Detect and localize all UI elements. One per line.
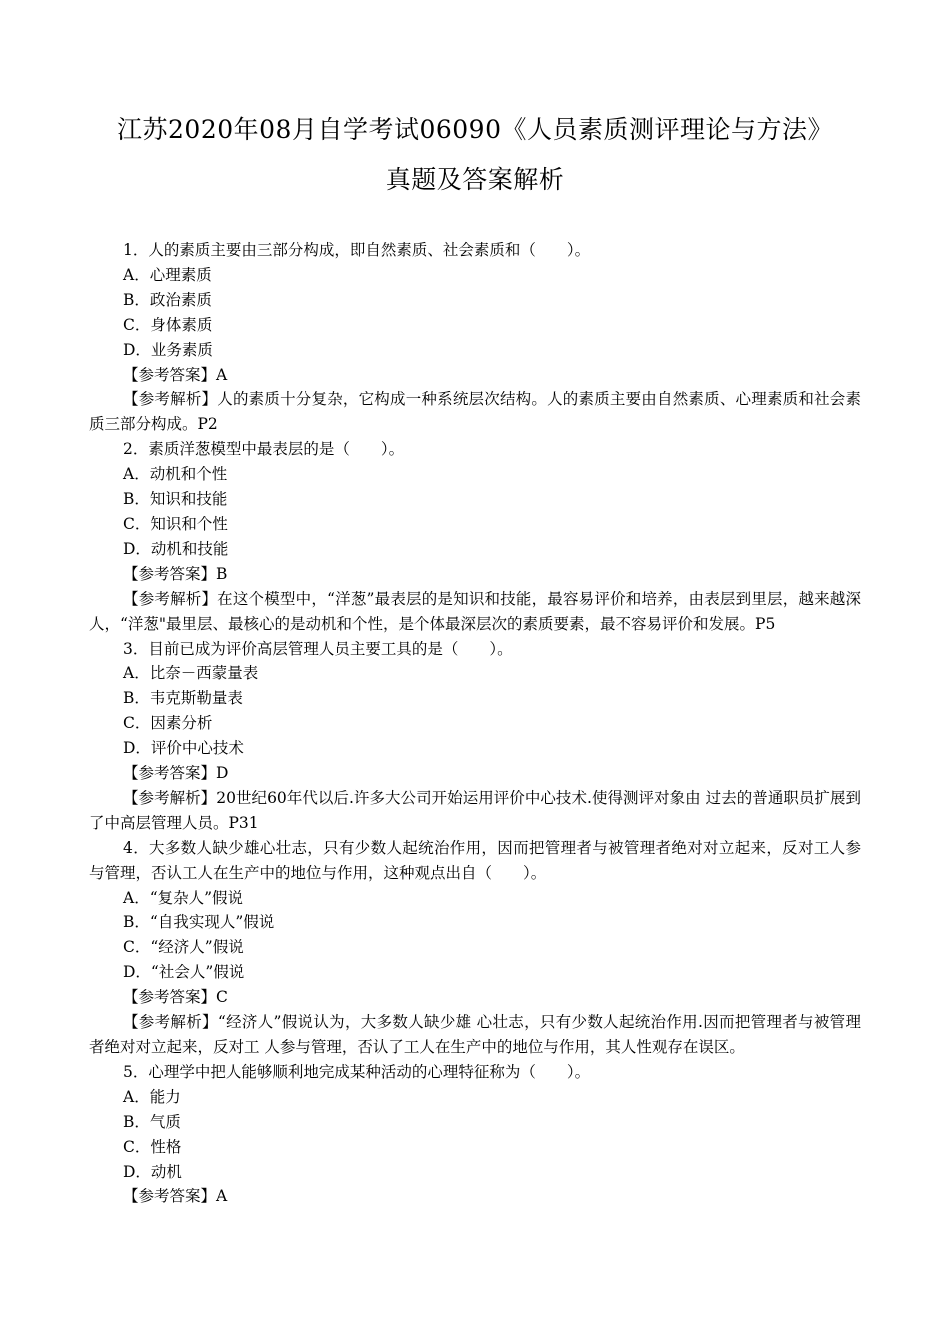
question-item (89, 238, 861, 437)
analysis-label: 【参考解析】 (123, 589, 218, 608)
option-b: B．政治素质 (123, 290, 212, 309)
question-item (89, 637, 861, 836)
analysis-label: 【参考解析】 (123, 788, 217, 807)
answer-line (89, 1184, 861, 1209)
option-d: D．业务素质 (123, 340, 213, 359)
analysis-text: 人的素质十分复杂，它构成一种系统层次结构。人的素质主要由自然素质、心理素质和社会素质三部分构成。P2 (89, 390, 861, 434)
answer-value: B (216, 564, 228, 583)
option-a: A．能力 (123, 1087, 181, 1106)
answer-value: A (216, 365, 228, 384)
option-c: C．“经济人”假说 (123, 938, 244, 957)
answer-line (89, 985, 861, 1010)
answer-value: C (216, 988, 228, 1007)
analysis-paragraph (89, 387, 861, 437)
analysis-text: “经济人”假说认为，大多数人缺少雄 心壮志，只有少数人起统治作用.因而把管理者与被管理者绝对对立起来，反对工 人参与管理，否认了工人在生产中的地位与作用，其人性观存在误区。 (89, 1013, 861, 1056)
answer-line (89, 562, 861, 587)
option-b: B．“自我实现人”假说 (123, 913, 275, 932)
option-c: C．身体素质 (123, 315, 213, 334)
option-d: D．动机 (123, 1162, 182, 1181)
analysis-label: 【参考解析】 (123, 1013, 218, 1032)
option-a: A．“复杂人”假说 (123, 888, 244, 907)
option-c: C．因素分析 (123, 714, 213, 733)
question-stem: 1．人的素质主要由三部分构成，即自然素质、社会素质和（ ）。 (123, 241, 591, 259)
option-d: D．“社会人”假说 (123, 963, 245, 982)
document-title: 江苏2020年08月自学考试06090《人员素质测评理论与方法》 (117, 115, 833, 144)
answer-value: D (216, 764, 229, 783)
question-stem: 2．素质洋葱模型中最表层的是（ ）。 (123, 440, 405, 459)
question-item (89, 437, 861, 636)
option-b: B．知识和技能 (123, 490, 228, 509)
document-subtitle: 真题及答案解析 (385, 165, 565, 194)
option-a: A．比奈－西蒙量表 (123, 664, 259, 683)
question-item (89, 1060, 861, 1209)
option-a: A．心理素质 (123, 265, 212, 284)
analysis-text: 在这个模型中，“洋葱”最表层的是知识和技能，最容易评价和培养，由表层到里层，越来越深人，“洋葱"最里层、最核心的是动机和个性，是个体最深层次的素质要素，最不容易评价和发展。P5 (89, 589, 861, 633)
answer-label: 【参考答案】 (123, 1187, 217, 1206)
answer-label: 【参考答案】 (123, 564, 217, 583)
answer-value: A (216, 1187, 228, 1206)
question-stem: 3．目前已成为评价高层管理人员主要工具的是（ ）。 (123, 639, 513, 658)
analysis-paragraph (89, 587, 861, 637)
answer-label: 【参考答案】 (123, 365, 217, 384)
option-c: C．知识和个性 (123, 514, 228, 533)
analysis-paragraph (89, 1010, 861, 1060)
answer-line (89, 363, 861, 388)
question-stem: 4．大多数人缺少雄心壮志，只有少数人起统治作用，因而把管理者与被管理者绝对对立起来，反对工人参与管理，否认工人在生产中的地位与作用，这种观点出自（ ）。 (89, 838, 861, 882)
answer-line (89, 761, 861, 786)
option-b: B．气质 (123, 1112, 181, 1131)
answer-label: 【参考答案】 (123, 988, 217, 1007)
question-stem: 5．心理学中把人能够顺利地完成某种活动的心理特征称为（ ）。 (123, 1062, 591, 1081)
analysis-label: 【参考解析】 (123, 390, 218, 409)
option-a: A．动机和个性 (123, 465, 228, 484)
option-b: B．韦克斯勒量表 (123, 689, 243, 708)
answer-label: 【参考答案】 (123, 764, 217, 783)
analysis-text: 20世纪60年代以后.许多大公司开始运用评价中心技术.使得测评对象由 过去的普通职员扩展到了中高层管理人员。P31 (89, 788, 861, 832)
option-d: D．评价中心技术 (123, 739, 244, 758)
question-list (89, 238, 861, 1209)
analysis-paragraph (89, 786, 861, 836)
option-c: C．性格 (123, 1137, 182, 1156)
question-item (89, 836, 861, 1060)
option-d: D．动机和技能 (123, 539, 229, 558)
